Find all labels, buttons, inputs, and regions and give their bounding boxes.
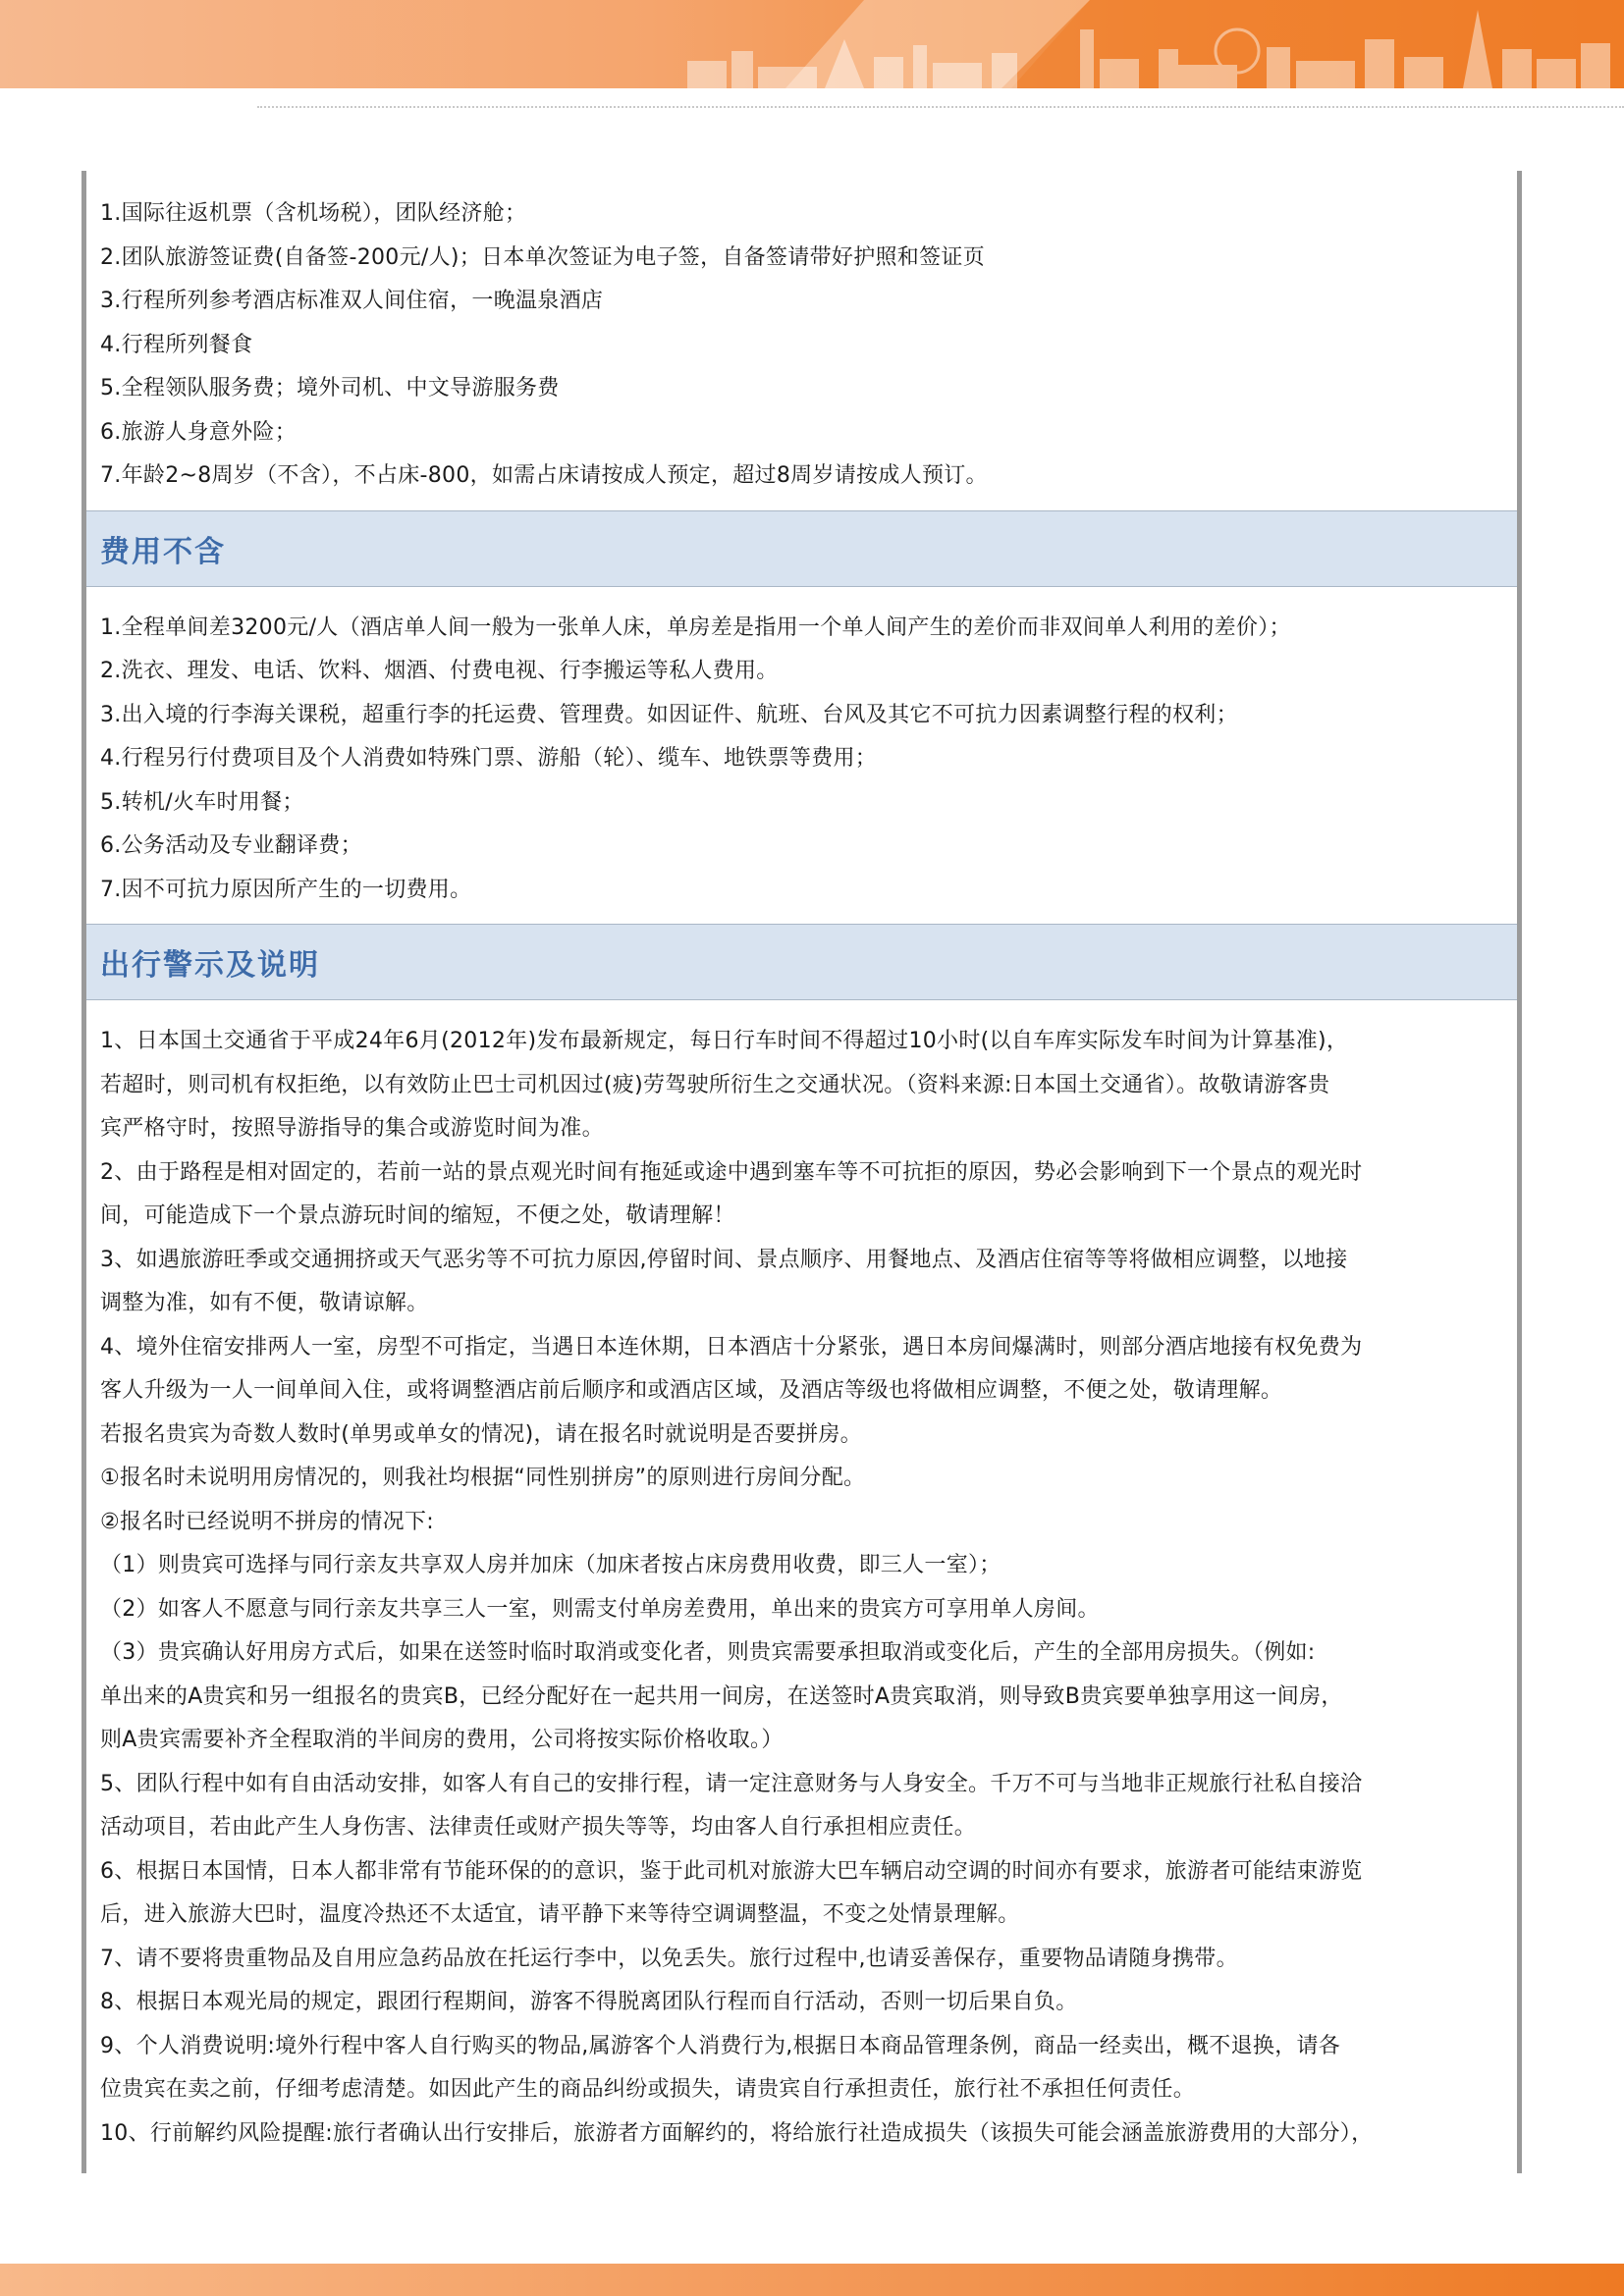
notice-line: 调整为准，如有不便，敬请谅解。: [100, 1291, 429, 1315]
section-header-notice: [86, 924, 1517, 1000]
included-item: 5.全程领队服务费；境外司机、中文导游服务费: [100, 376, 560, 400]
excluded-item: 3.出入境的行李海关课税，超重行李的托运费、管理费。如因证件、航班、台风及其它不可抗力因素调整行程的权利；: [100, 702, 1238, 727]
included-list: [86, 171, 1517, 510]
notice-line: 间，可能造成下一个景点游玩时间的缩短，不便之处，敬请理解！: [100, 1203, 735, 1228]
footer-banner: [0, 2264, 1624, 2296]
notice-line: （1）则贵宾可选择与同行亲友共享双人房并加床（加床者按占床房费用收费，即三人一室）；: [100, 1553, 1001, 1577]
notice-line: 若超时，则司机有权拒绝，以有效防止巴士司机因过(疲)劳驾驶所衍生之交通状况。（资料来源:日本国土交通省）。故敬请游客贵: [100, 1072, 1330, 1097]
notice-line: 客人升级为一人一间单间入住，或将调整酒店前后顺序和或酒店区域，及酒店等级也将做相应调整，不便之处，敬请理解。: [100, 1378, 1283, 1403]
section-header-excluded: [86, 510, 1517, 587]
excluded-item: 6.公务活动及专业翻译费；: [100, 833, 362, 858]
notice-line: 6、根据日本国情，日本人都非常有节能环保的的意识，鉴于此司机对旅游大巴车辆启动空调的时间亦有要求，旅游者可能结束游览: [100, 1858, 1363, 1884]
notice-line: 单出来的A贵宾和另一组报名的贵宾B，已经分配好在一起共用一间房，在送签时A贵宾取消，则导致B贵宾要单独享用这一间房，: [100, 1683, 1343, 1709]
excluded-item: 4.行程另行付费项目及个人消费如特殊门票、游船（轮）、缆车、地铁票等费用；: [100, 746, 878, 771]
notice-line: 2、由于路程是相对固定的，若前一站的景点观光时间有拖延或途中遇到塞车等不可抗拒的原因，势必会影响到下一个景点的观光时: [100, 1159, 1363, 1185]
included-item: 6.旅游人身意外险；: [100, 419, 297, 445]
notice-line: 1、日本国土交通省于平成24年6月(2012年)发布最新规定，每日行车时间不得超过10小时(以自车库实际发车时间为计算基准)，: [100, 1029, 1349, 1053]
included-item: 7.年龄2~8周岁（不含），不占床-800，如需占床请按成人预定，超过8周岁请按成人预订。: [100, 463, 988, 488]
excluded-item: 5.转机/火车时用餐；: [100, 789, 304, 815]
notice-line: （3）贵宾确认好用房方式后，如果在送签时临时取消或变化者，则贵宾需要承担取消或变化后，产生的全部用房损失。（例如:: [100, 1640, 1316, 1665]
section-title: 出行警示及说明: [100, 948, 320, 983]
excluded-list: [86, 587, 1517, 925]
excluded-item: 2.洗衣、理发、电话、饮料、烟酒、付费电视、行李搬运等私人费用。: [100, 659, 779, 683]
excluded-item: 7.因不可抗力原因所产生的一切费用。: [100, 877, 472, 902]
notice-line: 位贵宾在卖之前，仔细考虑清楚。如因此产生的商品纠纷或损失，请贵宾自行承担责任，旅行社不承担任何责任。: [100, 2077, 1196, 2102]
notice-line: 9、个人消费说明:境外行程中客人自行购买的物品,属游客个人消费行为,根据日本商品管理条例，商品一经卖出，概不退换，请各: [100, 2033, 1341, 2058]
included-item: 4.行程所列餐食: [100, 332, 253, 357]
notice-line: 宾严格守时，按照导游指导的集合或游览时间为准。: [100, 1116, 604, 1141]
notice-line: ①报名时未说明用房情况的，则我社均根据“同性别拼房”的原则进行房间分配。: [100, 1466, 866, 1490]
notice-line: 7、请不要将贵重物品及自用应急药品放在托运行李中，以免丢失。旅行过程中,也请妥善保存，重要物品请随身携带。: [100, 1946, 1238, 1971]
header-banner: [0, 0, 1624, 88]
included-item: 1.国际往返机票（含机场税），团队经济舱；: [100, 201, 527, 226]
notice-line: 10、行前解约风险提醒:旅行者确认出行安排后，旅游者方面解约的，将给旅行社造成损失（该损失可能会涵盖旅游费用的大部分），: [100, 2120, 1374, 2146]
notice-line: 8、根据日本观光局的规定，跟团行程期间，游客不得脱离团队行程而自行活动，否则一切后果自负。: [100, 1990, 1078, 2014]
notice-line: 后，进入旅游大巴时，温度冷热还不太适宜，请平静下来等待空调调整温，不变之处情景理解。: [100, 1902, 1020, 1927]
included-item: 3.行程所列参考酒店标准双人间住宿，一晚温泉酒店: [100, 289, 604, 313]
notice-line: ②报名时已经说明不拼房的情况下:: [100, 1509, 434, 1534]
city-skyline-icon: [0, 0, 1624, 88]
notice-line: 5、团队行程中如有自由活动安排，如客人有自己的安排行程，请一定注意财务与人身安全。千万不可与当地非正规旅行社私自接洽: [100, 1771, 1363, 1796]
document-frame: [81, 171, 1522, 2173]
included-item: 2.团队旅游签证费(自备签-200元/人)；日本单次签证为电子签，自备签请带好护照和签证页: [100, 244, 986, 270]
notice-line: 活动项目，若由此产生人身伤害、法律责任或财产损失等等，均由客人自行承担相应责任。: [100, 1815, 977, 1840]
notice-text: [86, 1000, 1517, 2156]
excluded-item: 1.全程单间差3200元/人（酒店单人间一般为一张单人床，单房差是指用一个单人间产生的差价而非双间单人利用的差价）；: [100, 614, 1291, 640]
header-divider: [257, 106, 1624, 108]
section-title: 费用不含: [100, 534, 226, 569]
notice-line: 3、如遇旅游旺季或交通拥挤或天气恶劣等不可抗力原因,停留时间、景点顺序、用餐地点、及酒店住宿等等将做相应调整，以地接: [100, 1247, 1348, 1272]
notice-line: （2）如客人不愿意与同行亲友共享三人一室，则需支付单房差费用，单出来的贵宾方可享用单人房间。: [100, 1596, 1100, 1622]
notice-line: 则A贵宾需要补齐全程取消的半间房的费用，公司将按实际价格收取。）: [100, 1728, 784, 1752]
notice-line: 4、境外住宿安排两人一室，房型不可指定，当遇日本连休期，日本酒店十分紧张，遇日本房间爆满时，则部分酒店地接有权免费为: [100, 1334, 1363, 1360]
notice-line: 若报名贵宾为奇数人数时(单男或单女的情况)，请在报名时就说明是否要拼房。: [100, 1421, 862, 1447]
